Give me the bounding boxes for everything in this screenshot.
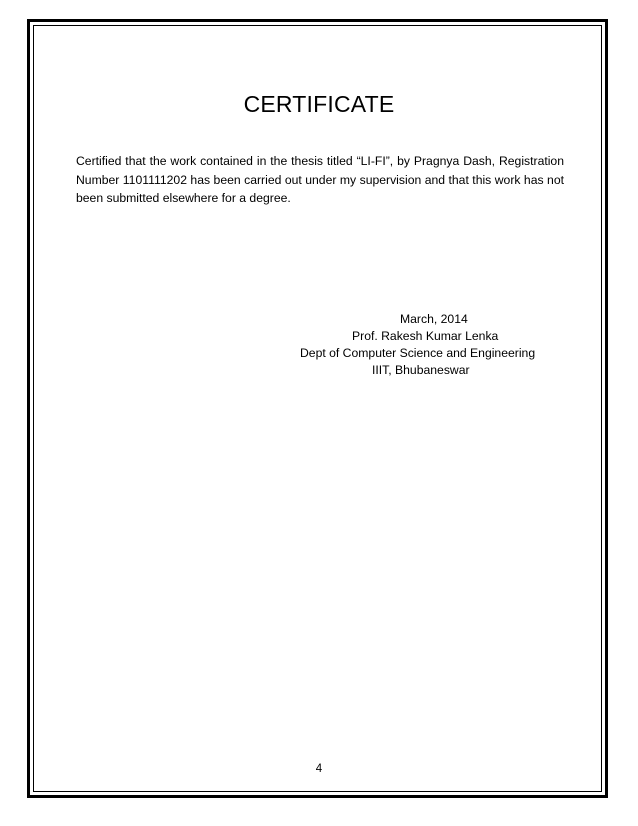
signature-department: Dept of Computer Science and Engineering [300, 346, 536, 360]
page-number: 4 [315, 763, 323, 775]
signature-name: Prof. Rakesh Kumar Lenka [352, 329, 499, 343]
certificate-body: Certified that the work contained in the thesis titled “LI-FI”, by Pragnya Dash, Registration Number 1101111202 has been carried out under my supervision and that this work has not been submitted elsewhere for a degree. [76, 154, 564, 205]
certificate-title: CERTIFICATE [243, 91, 395, 117]
signature-block [280, 311, 560, 379]
signature-date: March, 2014 [400, 312, 468, 326]
page-border [27, 19, 608, 798]
page-border-inner [33, 25, 602, 792]
signature-institute: IIIT, Bhubaneswar [372, 363, 470, 377]
